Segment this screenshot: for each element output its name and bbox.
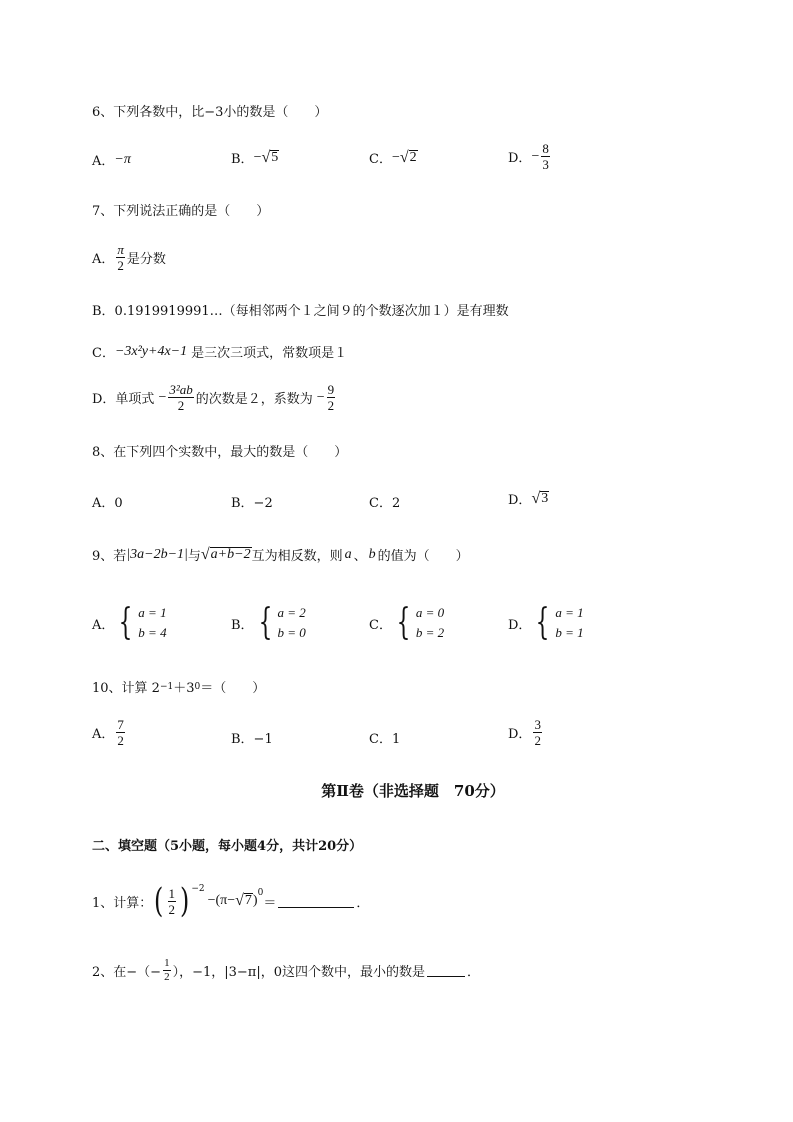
q6-stem: 6、下列各数中，比−3小的数是（ ）	[92, 105, 328, 120]
sqrt-expression: √ 2	[399, 148, 417, 166]
option-label: D．	[508, 617, 532, 633]
option-label: D．	[508, 493, 532, 508]
power-expression: ( $\frac{1}{2}$ ) −2	[154, 881, 205, 921]
minus-sign: −	[531, 148, 540, 164]
q7-option-b[interactable]: B．0.1919919991…（每相邻两个１之间９的个数逐次加１）是有理数	[92, 304, 509, 319]
q9-option-c[interactable]	[369, 603, 444, 643]
q7-stem: 7、下列说法正确的是（ ）	[92, 204, 270, 219]
fraction: $\frac{9}{2}$	[327, 382, 335, 413]
minus-sign: −	[391, 149, 400, 165]
q8-option-a[interactable]: A．0	[92, 496, 123, 511]
q8-option-d[interactable]	[508, 489, 549, 508]
q7-option-d[interactable]	[92, 383, 337, 412]
option-label: D．	[508, 727, 532, 742]
fraction: $\frac{8}{3}$	[542, 141, 549, 172]
option-label: C．	[92, 346, 115, 361]
option-value: −π	[114, 151, 131, 167]
option-label: A．	[92, 154, 115, 169]
answer-blank[interactable]	[427, 964, 465, 977]
equation-system: { a = 2 b = 0	[258, 602, 306, 643]
equation-system: { a = 0 b = 2	[396, 602, 445, 643]
q10-option-d[interactable]	[508, 718, 544, 747]
fraction: $\frac{\pi}{2}$	[117, 242, 124, 273]
equation-system: { a = 1 b = 1	[536, 602, 584, 643]
q10-option-b[interactable]: B．−1	[231, 732, 273, 747]
equation-system: { a = 1 b = 4	[118, 602, 167, 643]
absolute-value-expression: |3a−2b−1|	[126, 546, 188, 562]
q10-option-c[interactable]: C．1	[369, 732, 401, 747]
option-label: B．	[231, 152, 254, 167]
q9-stem: 9、若 |3a−2b−1| 与 √ a+b−2 互为相反数，则 a 、 b 的值为（ ）	[92, 545, 469, 564]
option-text: 的次数是２，系数为	[195, 392, 313, 407]
q10-option-a[interactable]	[92, 718, 127, 747]
option-text: 是三次三项式，常数项是１	[191, 346, 348, 361]
fraction: $\frac{3}{2}$	[534, 717, 541, 748]
q8-stem: 8、在下列四个实数中，最大的数是（ ）	[92, 445, 348, 460]
q8-option-b[interactable]: B．−2	[231, 496, 273, 511]
minus-sign: −	[158, 389, 167, 405]
q6-option-d[interactable]	[508, 142, 552, 171]
q9-option-a[interactable]	[92, 603, 167, 643]
q10-stem: 10、计算 2 −1 ＋3 0 ＝（ ）	[92, 681, 266, 696]
q9-option-b[interactable]	[231, 603, 306, 643]
sqrt-expression: √ 7	[235, 892, 252, 909]
option-label: D．	[508, 151, 532, 166]
minus-sign: −	[253, 149, 262, 165]
option-label: A．	[92, 252, 115, 267]
q7-option-c[interactable]	[92, 342, 347, 361]
q7-option-a[interactable]	[92, 243, 166, 272]
option-label: D．单项式	[92, 392, 155, 407]
q6-option-a[interactable]	[92, 150, 131, 169]
q8-option-c[interactable]: C．2	[369, 496, 401, 511]
sqrt-expression: √ 5	[261, 148, 279, 166]
option-label: B．	[231, 617, 254, 633]
sqrt-expression: √ a+b−2	[200, 545, 251, 563]
fill-question-2: 2、在−（− $\frac{1}{2}$ ），−1，|3−π|，0这四个数中，最小的数是 ．	[92, 957, 480, 983]
section-two-title: 二、填空题（5小题，每小题4分，共计20分）	[92, 839, 363, 854]
option-label: A．	[92, 617, 115, 633]
minus-sign: −	[316, 389, 325, 405]
sqrt-expression: √ 3	[531, 489, 549, 507]
option-label: C．	[369, 617, 392, 633]
fraction: $\frac{1}{2}$	[164, 957, 170, 983]
option-label: A．	[92, 727, 115, 742]
fraction: $\frac{\text{3²ab}}{2}$	[169, 382, 193, 413]
answer-blank[interactable]	[278, 895, 354, 908]
fraction: $\frac{7}{2}$	[117, 717, 124, 748]
option-text: 是分数	[126, 252, 166, 267]
option-label: C．	[369, 152, 392, 167]
q6-option-c[interactable]	[369, 148, 418, 167]
fill-question-1: 1、计算： ( $\frac{1}{2}$ ) −2 −(π− √ 7 ) 0 ＝ ．	[92, 881, 370, 921]
q9-option-d[interactable]	[508, 603, 584, 643]
polynomial-expression: −3x²y+4x−1	[114, 343, 188, 359]
part-two-title: 第Ⅱ卷（非选择题 70分）	[321, 782, 505, 800]
q6-option-b[interactable]	[231, 148, 279, 167]
